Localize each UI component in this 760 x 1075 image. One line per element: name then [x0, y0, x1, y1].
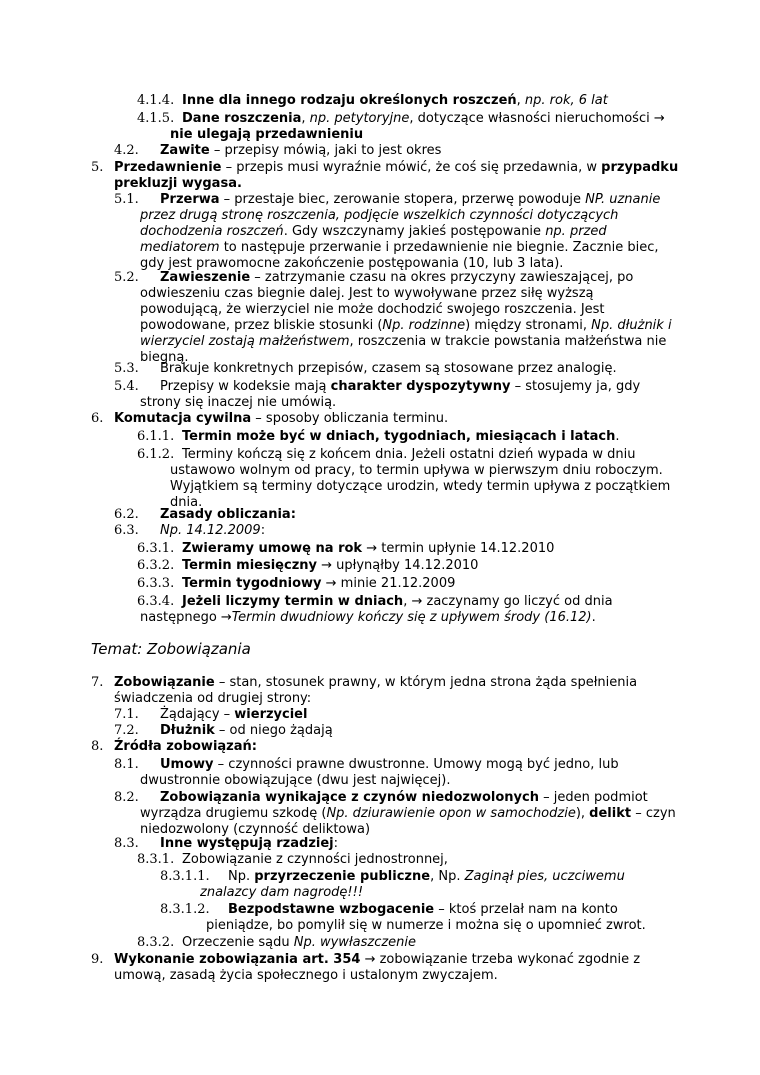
- text-segment: powodującą, że wierzyciel nie może dochodzić swojego roszczenia. Jest: [140, 302, 605, 317]
- bold-text: Termin może być w dniach, tygodniach, miesiącach i latach: [182, 429, 616, 444]
- text-line: [140, 395, 336, 411]
- bold-text: Termin miesięczny: [182, 558, 317, 573]
- text-line: [160, 361, 617, 377]
- item-number: 4.1.5.: [137, 111, 175, 126]
- bold-text: Inne występują rzadziej: [160, 836, 334, 851]
- text-line: [140, 773, 450, 789]
- text-segment: to następuje przerwanie i przedawnienie nie biegnie. Zacznie biec,: [219, 240, 659, 255]
- bold-text: delikt: [589, 806, 632, 821]
- item-number: 8.2.: [114, 790, 139, 805]
- item-number: 6.2.: [114, 507, 139, 522]
- text-segment: dnia.: [170, 495, 203, 510]
- bold-text: Dłużnik: [160, 723, 215, 738]
- item-number: 8.1.: [114, 757, 139, 772]
- text-line: [170, 463, 663, 479]
- text-line: [182, 576, 455, 592]
- item-number: 8.3.2.: [137, 935, 175, 950]
- item-number: 8.3.1.1.: [160, 869, 210, 884]
- text-segment: – stosujemy ja, gdy: [510, 379, 641, 394]
- bold-text: Zawite: [160, 143, 210, 158]
- text-line: [182, 541, 554, 557]
- text-line: [160, 507, 296, 523]
- item-number: 5.2.: [114, 270, 139, 285]
- text-segment: , dotyczące własności nieruchomości →: [409, 111, 665, 126]
- text-line: [160, 192, 660, 208]
- italic-text: Np. dłużnik i: [591, 318, 672, 333]
- item-number: 7.1.: [114, 707, 139, 722]
- item-number: 6.3.1.: [137, 541, 175, 556]
- bold-text: Dane roszczenia: [182, 111, 302, 126]
- text-line: [182, 93, 608, 109]
- italic-text: Termin dwudniowy kończy się z upływem środy (16.12): [231, 610, 592, 625]
- text-line: [182, 594, 613, 610]
- text-segment: , Np.: [430, 869, 465, 884]
- text-line: [160, 757, 619, 773]
- text-line: [114, 176, 242, 192]
- text-segment: następnego →: [140, 610, 232, 625]
- bold-text: Komutacja cywilna: [114, 411, 252, 426]
- bold-text: Przerwa: [160, 192, 220, 207]
- bold-text: przypadku: [601, 160, 679, 175]
- text-segment: ,: [301, 111, 310, 126]
- bold-text: Umowy: [160, 757, 214, 772]
- italic-text: przez drugą stronę roszczenia, podjęcie wszelkich czynności dotyczących: [140, 208, 619, 223]
- text-line: [182, 935, 416, 951]
- text-segment: wyrządza drugiemu szkodę (: [140, 806, 327, 821]
- text-line: [170, 127, 363, 143]
- text-segment: – ktoś przelał nam na konto: [434, 902, 618, 917]
- text-segment: Przepisy w kodeksie mają: [160, 379, 331, 394]
- text-line: [114, 739, 257, 755]
- text-line: [228, 869, 625, 885]
- bold-text: Zawieszenie: [160, 270, 251, 285]
- item-number: 9.: [91, 952, 104, 967]
- text-segment: → minie 21.12.2009: [321, 576, 456, 591]
- text-segment: . Gdy wszczynamy jakieś postępowanie: [283, 224, 546, 239]
- bold-text: Zobowiązanie: [114, 675, 215, 690]
- text-line: [170, 479, 670, 495]
- italic-text: Zaginął pies, uczciwemu: [464, 869, 625, 884]
- bold-text: Przedawnienie: [114, 160, 222, 175]
- text-segment: odwieszeniu czas biegnie dalej. Jest to wywoływane przez siłę wyższą: [140, 286, 594, 301]
- text-segment: – przepisy mówią, jaki to jest okres: [209, 143, 442, 158]
- text-segment: :: [260, 523, 266, 538]
- item-number: 4.2.: [114, 143, 139, 158]
- text-segment: biegną.: [140, 350, 189, 365]
- item-number: 8.: [91, 739, 104, 754]
- text-line: [206, 918, 646, 934]
- text-segment: :: [333, 836, 338, 851]
- text-segment: .: [615, 429, 620, 444]
- item-number: 7.: [91, 675, 104, 690]
- text-segment: pieniądze, bo pomylił się w numerze i można się o upomnieć zwrot.: [206, 918, 646, 933]
- text-line: [182, 852, 448, 868]
- text-line: [114, 411, 448, 427]
- bold-text: nie ulegają przedawnieniu: [170, 127, 364, 142]
- text-segment: umową, zasadą życia społecznego i ustalonym zwyczajem.: [114, 968, 498, 983]
- text-line: [114, 160, 678, 176]
- text-line: [140, 302, 605, 318]
- text-segment: ) między stronami,: [465, 318, 592, 333]
- bold-text: Zwieramy umowę na rok: [182, 541, 363, 556]
- text-line: [114, 952, 640, 968]
- text-line: [114, 675, 637, 691]
- italic-text: mediatorem: [140, 240, 220, 255]
- text-line: [182, 111, 665, 127]
- text-line: [114, 968, 498, 984]
- text-segment: niedozwolony (czynność deliktowa): [140, 822, 371, 837]
- text-segment: ustawowo wolnym od pracy, to termin upływa w pierwszym dniu roboczym.: [170, 463, 663, 478]
- bold-text: wierzyciel: [234, 707, 308, 722]
- item-number: 8.3.1.2.: [160, 902, 210, 917]
- text-segment: ,: [516, 93, 525, 108]
- bold-text: Termin tygodniowy: [182, 576, 322, 591]
- bold-text: Jeżeli liczymy termin w dniach: [182, 594, 404, 609]
- italic-text: Np. dziurawienie opon w samochodzie: [326, 806, 576, 821]
- text-segment: Orzeczenie sądu: [182, 935, 294, 950]
- bold-text: Wykonanie zobowiązania art. 354: [114, 952, 361, 967]
- italic-text: Np. rodzinne: [382, 318, 466, 333]
- italic-text: znalazcy dam nagrodę!!!: [200, 885, 364, 900]
- item-number: 8.3.: [114, 836, 139, 851]
- text-line: [160, 523, 265, 539]
- text-segment: – zatrzymanie czasu na okres przyczyny zawieszającej, po: [250, 270, 634, 285]
- item-number: 6.3.3.: [137, 576, 175, 591]
- italic-text: np. przed: [545, 224, 607, 239]
- text-segment: – przestaje biec, zerowanie stopera, przerwę powoduje: [219, 192, 586, 207]
- bold-text: przyrzeczenie publiczne: [254, 869, 431, 884]
- text-line: [160, 836, 338, 852]
- bold-text: Inne dla innego rodzaju określonych roszczeń: [182, 93, 517, 108]
- text-segment: strony się inaczej nie umówią.: [140, 395, 337, 410]
- text-segment: , → zaczynamy go liczyć od dnia: [403, 594, 613, 609]
- item-number: 6.1.2.: [137, 447, 175, 462]
- text-line: [114, 691, 311, 707]
- text-line: [140, 240, 659, 256]
- text-line: [140, 224, 607, 240]
- text-segment: – jeden podmiot: [538, 790, 648, 805]
- text-segment: – czyn: [631, 806, 676, 821]
- bold-text: Źródła zobowiązań:: [114, 739, 257, 754]
- text-segment: – stan, stosunek prawny, w którym jedna strona żąda spełnienia: [214, 675, 638, 690]
- item-number: 6.3.2.: [137, 558, 175, 573]
- bold-text: charakter dyspozytywny: [330, 379, 511, 394]
- text-segment: Brakuje konkretnych przepisów, czasem są stosowane przez analogię.: [160, 361, 617, 376]
- item-number: 6.3.: [114, 523, 139, 538]
- item-number: 5.3.: [114, 361, 139, 376]
- text-line: [140, 208, 618, 224]
- italic-text: dochodzenia roszczeń: [140, 224, 284, 239]
- text-segment: Np.: [228, 869, 255, 884]
- text-line: [140, 318, 672, 334]
- text-segment: Wyjątkiem są terminy dotyczące urodzin, wtedy termin upływa z początkiem: [170, 479, 671, 494]
- text-segment: , roszczenia w trakcie powstania małżeństwa nie: [349, 334, 667, 349]
- text-segment: świadczenia od drugiej strony:: [114, 691, 312, 706]
- text-segment: dwustronnie obowiązujące (dwu jest najwięcej).: [140, 773, 451, 788]
- bold-text: Zobowiązania wynikające z czynów niedozwolonych: [160, 790, 539, 805]
- text-line: [140, 806, 676, 822]
- bold-text: Zasady obliczania:: [160, 507, 296, 522]
- text-line: [140, 334, 666, 350]
- text-line: [160, 143, 441, 159]
- text-line: [160, 707, 307, 723]
- text-segment: → termin upłynie 14.12.2010: [362, 541, 555, 556]
- text-segment: – od niego żądają: [214, 723, 333, 738]
- item-number: 5.1.: [114, 192, 139, 207]
- text-line: [182, 429, 620, 445]
- text-segment: .: [591, 610, 596, 625]
- italic-text: Np. wywłaszczenie: [293, 935, 417, 950]
- item-number: 7.2.: [114, 723, 139, 738]
- text-line: [182, 447, 635, 463]
- item-number: 6.3.4.: [137, 594, 175, 609]
- text-segment: ),: [575, 806, 590, 821]
- text-segment: gdy jest prawomocne zakończenie postępowania (10, lub 3 lata).: [140, 256, 564, 271]
- italic-text: np. petytoryjne: [309, 111, 410, 126]
- italic-text: np. rok, 6 lat: [524, 93, 608, 108]
- item-number: 5.: [91, 160, 104, 175]
- bold-text: Bezpodstawne wzbogacenie: [228, 902, 435, 917]
- item-number: 5.4.: [114, 379, 139, 394]
- text-line: [160, 790, 648, 806]
- text-line: [200, 885, 363, 901]
- italic-text: Np. 14.12.2009: [160, 523, 261, 538]
- text-line: [160, 379, 640, 395]
- text-line: [140, 286, 594, 302]
- bold-text: prekluzji wygasa.: [114, 176, 242, 191]
- text-line: [182, 558, 478, 574]
- item-number: 8.3.1.: [137, 852, 175, 867]
- text-line: [160, 270, 633, 286]
- text-segment: – przepis musi wyraźnie mówić, że coś się przedawnia, w: [221, 160, 602, 175]
- item-number: 4.1.4.: [137, 93, 175, 108]
- text-segment: – czynności prawne dwustronne. Umowy mogą być jedno, lub: [213, 757, 619, 772]
- italic-text: wierzyciel zostają małżeństwem: [140, 334, 350, 349]
- section-heading: Temat: Zobowiązania: [91, 640, 251, 658]
- text-segment: Terminy kończą się z końcem dnia. Jeżeli ostatni dzień wypada w dniu: [182, 447, 636, 462]
- text-segment: Zobowiązanie z czynności jednostronnej,: [182, 852, 448, 867]
- text-segment: powodowane, przez bliskie stosunki (: [140, 318, 383, 333]
- item-number: 6.: [91, 411, 104, 426]
- text-line: [140, 610, 596, 626]
- item-number: 6.1.1.: [137, 429, 175, 444]
- text-segment: – sposoby obliczania terminu.: [251, 411, 449, 426]
- text-segment: → upłynąłby 14.12.2010: [316, 558, 479, 573]
- text-segment: Żądający –: [160, 707, 235, 722]
- italic-text: NP. uznanie: [585, 192, 661, 207]
- text-segment: → zobowiązanie trzeba wykonać zgodnie z: [360, 952, 641, 967]
- text-line: [160, 723, 333, 739]
- text-line: [228, 902, 618, 918]
